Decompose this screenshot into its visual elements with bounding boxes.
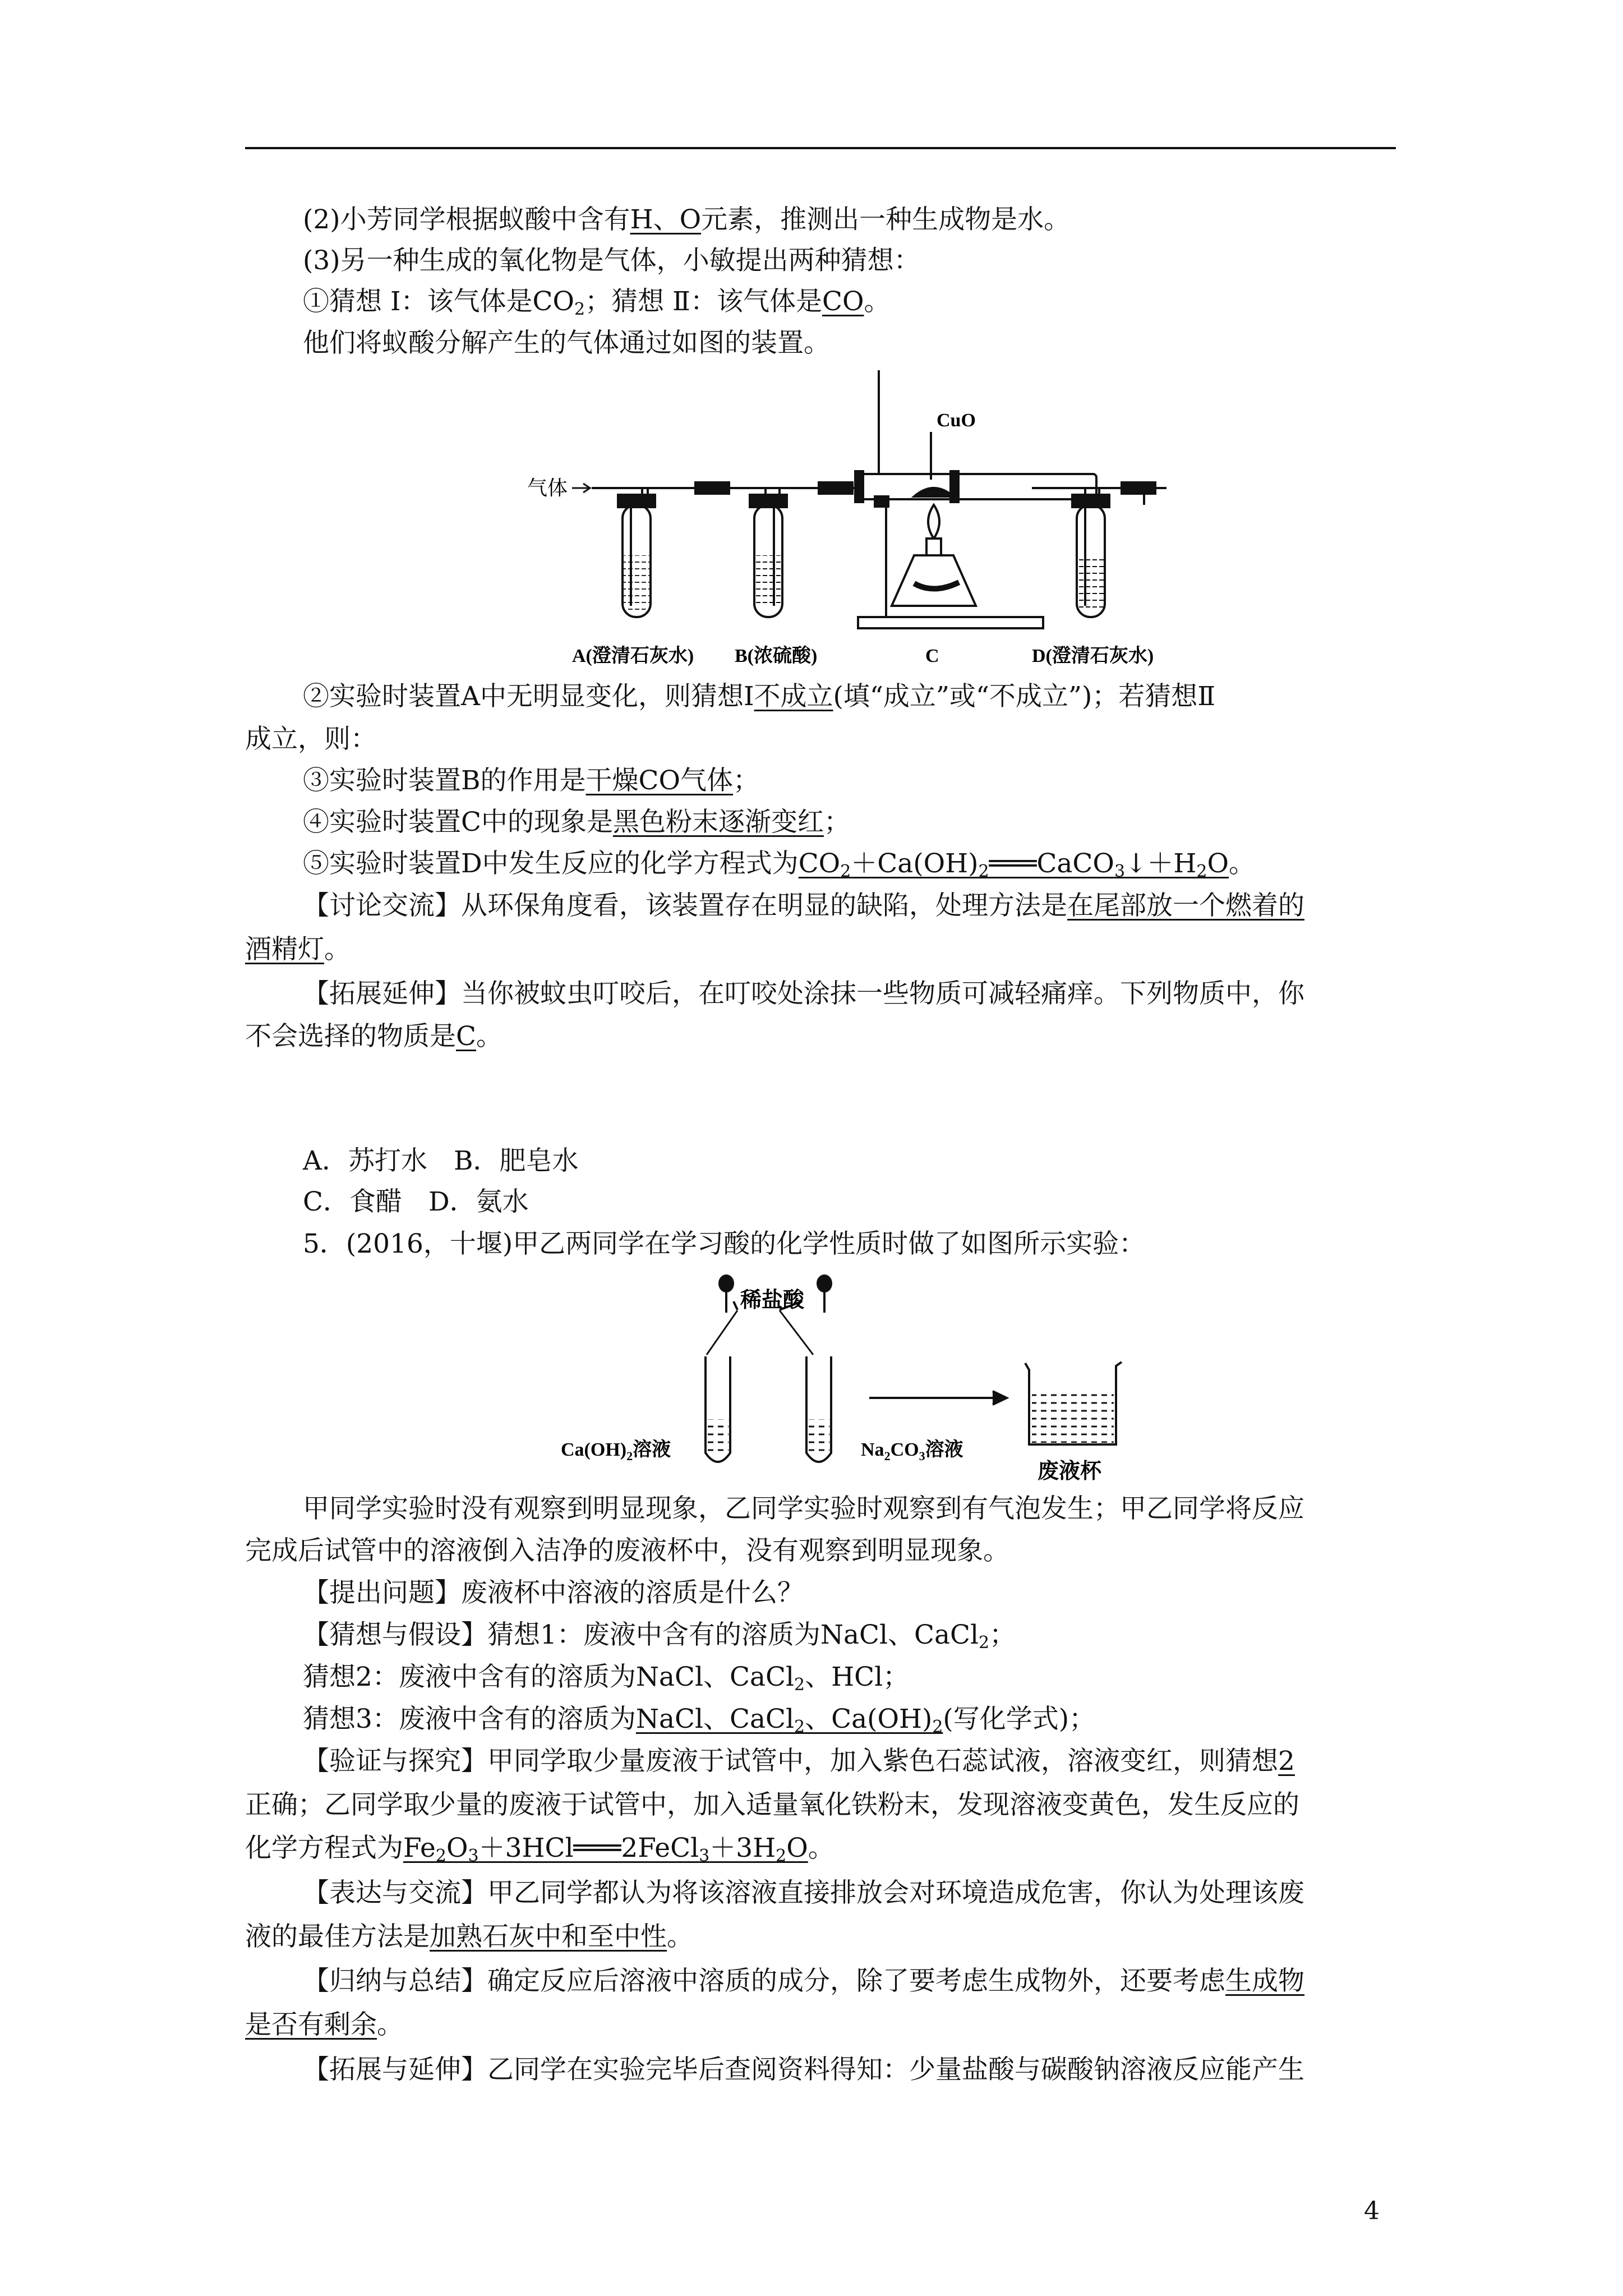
- page-number: 4: [1364, 2197, 1380, 2225]
- line-verify-cont: 正确；乙同学取少量的废液于试管中，加入适量氧化铁粉末，发现溶液变黄色，发生反应的: [245, 1789, 1299, 1820]
- option-ab: A．苏打水 B．肥皂水: [303, 1145, 579, 1176]
- label-a: A(澄清石灰水): [572, 646, 694, 666]
- line-p1: 甲同学实验时没有观察到明显现象，乙同学实验时观察到有气泡发生；甲乙同学将反应: [303, 1493, 1304, 1524]
- answer-blank: 酒精灯: [245, 934, 324, 965]
- na2co3-label: $Na_2CO_3$溶液: [861, 1439, 963, 1463]
- tube-d-figure: [1032, 482, 1178, 668]
- answer-blank: 黑色粉末逐渐变红: [612, 807, 824, 838]
- caoh2-label: $Ca(OH)_2$溶液: [561, 1439, 671, 1463]
- line-summary-cont: 是否有剩余。: [245, 2009, 403, 2040]
- answer-blank: NaCl、CaCl$_2$、$Ca(OH)_2$: [635, 1704, 943, 1737]
- line-verify-eq: 化学方程式为$Fe_2O_3+3HCl═══2FeCl_3+3H_2O$。: [245, 1833, 834, 1866]
- label-b: B(浓硫酸): [735, 646, 818, 666]
- line-guess3: 猜想3：废液中含有的溶质为NaCl、CaCl$_2$、$Ca(OH)_2$(写化学式)；: [303, 1704, 1096, 1737]
- header-rule: [245, 147, 1396, 149]
- line-guess2: 猜想2：废液中含有的溶质为NaCl、CaCl$_2$、HCl；: [303, 1662, 910, 1695]
- label-c: C: [925, 646, 939, 666]
- acid-label: 稀盐酸: [740, 1289, 805, 1312]
- line-summary: 【归纳与总结】确定反应后溶液中溶质的成分，除了要考虑生成物外，还要考虑生成物: [303, 1966, 1304, 1996]
- answer-blank: 加熟石灰中和至中性: [430, 1921, 667, 1952]
- line-q2: (2)小芳同学根据蚁酸中含有H、O元素，推测出一种生成物是水。: [303, 204, 1071, 235]
- answer-blank: C: [456, 1021, 476, 1052]
- answer-blank: H、O: [630, 204, 702, 235]
- line-apparatus-intro: 他们将蚁酸分解产生的气体通过如图的装置。: [303, 328, 830, 358]
- acid-experiment-figure: [555, 1273, 1161, 1487]
- cuo-label: CuO: [937, 410, 976, 431]
- answer-blank: CO: [822, 286, 864, 317]
- line-expression: 【表达与交流】甲乙同学都认为将该溶液直接排放会对环境造成危害，你认为处理该废: [303, 1878, 1304, 1908]
- line-extension2: 【拓展与延伸】乙同学在实验完毕后查阅资料得知：少量盐酸与碳酸钠溶液反应能产生: [303, 2054, 1304, 2085]
- line-q3: (3)另一种生成的氧化物是气体，小敏提出两种猜想：: [303, 245, 920, 276]
- gas-label: 气体: [527, 477, 568, 500]
- line-discussion: 【讨论交流】从环保角度看，该装置存在明显的缺陷，处理方法是在尾部放一个燃着的: [303, 890, 1304, 921]
- line-extension: 【拓展延伸】当你被蚊虫叮咬后，在叮咬处涂抹一些物质可减轻痛痒。下列物质中，你: [303, 978, 1304, 1009]
- line-expression-cont: 液的最佳方法是加熟石灰中和至中性。: [245, 1921, 693, 1952]
- line-hypothesis: ①猜想 Ⅰ：该气体是$CO_2$；猜想 Ⅱ：该气体是CO。: [303, 286, 891, 319]
- answer-blank: 不成立: [754, 681, 833, 712]
- answer-blank: 生成物: [1225, 1966, 1304, 1996]
- line-step2: ②实验时装置A中无明显变化，则猜想Ⅰ不成立(填“成立”或“不成立”)；若猜想Ⅱ: [303, 681, 1216, 712]
- line-guess1: 【猜想与假设】猜想1：废液中含有的溶质为NaCl、CaCl$_2$；: [303, 1619, 1016, 1653]
- beaker-label: 废液杯: [1038, 1460, 1102, 1483]
- line-verify: 【验证与探究】甲同学取少量废液于试管中，加入紫色石蕊试液，溶液变红，则猜想2: [303, 1746, 1295, 1777]
- line-step3: ③实验时装置B的作用是干燥CO气体；: [303, 765, 760, 796]
- option-cd: C．食醋 D．氨水: [303, 1186, 529, 1217]
- label-d: D(澄清石灰水): [1032, 646, 1154, 666]
- line-p1-cont: 完成后试管中的溶液倒入洁净的废液杯中，没有观察到明显现象。: [245, 1535, 1009, 1566]
- line-question: 【提出问题】废液杯中溶液的溶质是什么？: [303, 1577, 804, 1608]
- line-extension-cont: 不会选择的物质是C。: [245, 1021, 502, 1052]
- line-step2-cont: 成立，则：: [245, 724, 377, 754]
- answer-blank: 2: [1278, 1746, 1295, 1777]
- answer-blank: 是否有剩余: [245, 2009, 377, 2040]
- line-step4: ④实验时装置C中的现象是黑色粉末逐渐变红；: [303, 807, 850, 838]
- answer-equation: $Fe_2O_3+3HCl═══2FeCl_3+3H_2O$: [403, 1833, 808, 1866]
- answer-equation: $CO_2+Ca(OH)_2═══CaCO_3↓+H_2O$: [798, 848, 1229, 881]
- line-step5: ⑤实验时装置D中发生反应的化学方程式为$CO_2+Ca(OH)_2═══CaCO_3↓+H_2O$。: [303, 848, 1256, 881]
- answer-blank: 干燥CO气体: [585, 765, 734, 796]
- question-5: 5．(2016，十堰)甲乙两同学在学习酸的化学性质时做了如图所示实验：: [303, 1228, 1146, 1259]
- answer-blank: 在尾部放一个燃着的: [1067, 890, 1304, 921]
- line-discussion-cont: 酒精灯。: [245, 934, 351, 965]
